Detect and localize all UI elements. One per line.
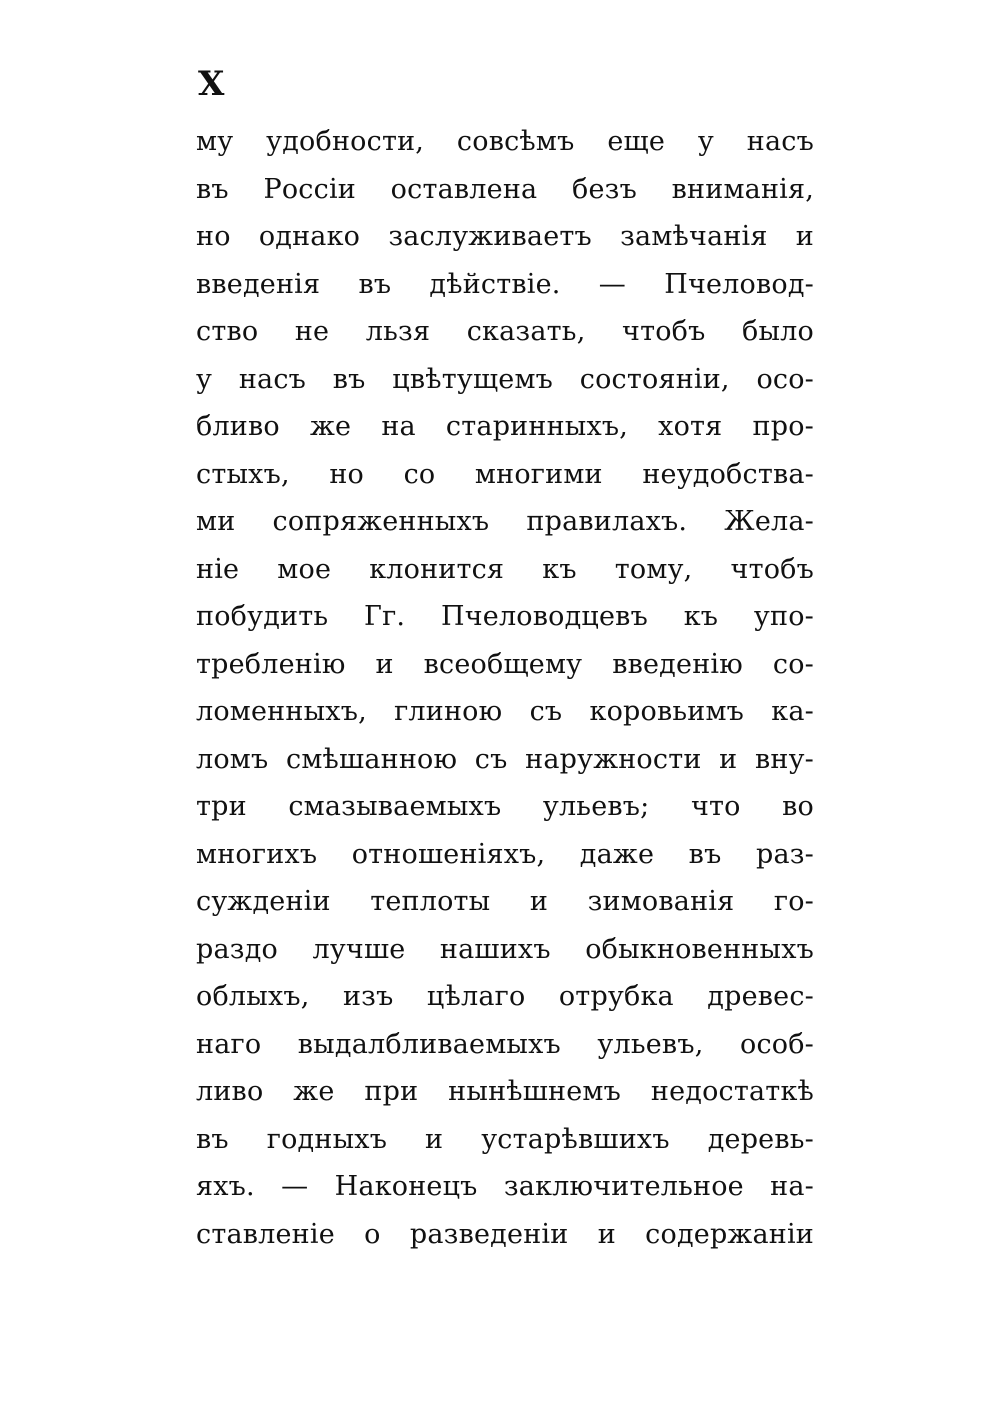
- text-line: ливо же при нынѣшнемъ недостаткѣ: [196, 1076, 814, 1107]
- text-line: раздо лучше нашихъ обыкновенныхъ: [196, 933, 814, 965]
- text-line: наго выдалбливаемыхъ ульевъ, особ-: [196, 1028, 814, 1060]
- text-line: бливо же на старинныхъ, хотя про-: [196, 411, 814, 442]
- text-line: сужденiи теплоты и зимованiя го-: [196, 886, 814, 917]
- text-line: ми сопряженныхъ правилахъ. Жела-: [196, 506, 814, 537]
- text-line: три смазываемыхъ ульевъ; что во: [196, 791, 814, 822]
- text-line: ломъ смѣшанною съ наружности и вну-: [196, 743, 814, 775]
- text-line: облыхъ, изъ цѣлаго отрубка древес-: [196, 981, 814, 1012]
- text-line: ломенныхъ, глиною съ коровьимъ ка-: [196, 696, 814, 727]
- body-text: [196, 118, 814, 1258]
- text-line: требленiю и всеобщему введенiю со-: [196, 648, 814, 680]
- text-line: ставленiе о разведенiи и содержанiи: [196, 1218, 814, 1250]
- text-line: побудить Гг. Пчеловодцевъ къ упо-: [196, 601, 814, 632]
- text-line: въ Россiи оставлена безъ вниманiя,: [196, 173, 814, 205]
- text-line: многихъ отношенiяхъ, даже въ раз-: [196, 838, 814, 870]
- page-number: X: [198, 64, 225, 104]
- text-line: въ годныхъ и устарѣвшихъ деревь-: [196, 1123, 814, 1155]
- text-line: у насъ въ цвѣтущемъ состоянiи, осо-: [196, 363, 814, 395]
- text-line: му удобности, совсѣмъ еще у насъ: [196, 126, 814, 157]
- text-line: стыхъ, но со многими неудобства-: [196, 458, 814, 490]
- text-line: введенiя въ дѣйствiе. — Пчеловод-: [196, 268, 814, 300]
- text-line: нiе мое клонится къ тому, чтобъ: [196, 553, 814, 585]
- text-line: яхъ. — Наконецъ заключительное на-: [196, 1171, 814, 1202]
- text-line: но однако заслуживаетъ замѣчанiя и: [196, 221, 814, 252]
- text-line: ство не льзя сказать, чтобъ было: [196, 316, 814, 347]
